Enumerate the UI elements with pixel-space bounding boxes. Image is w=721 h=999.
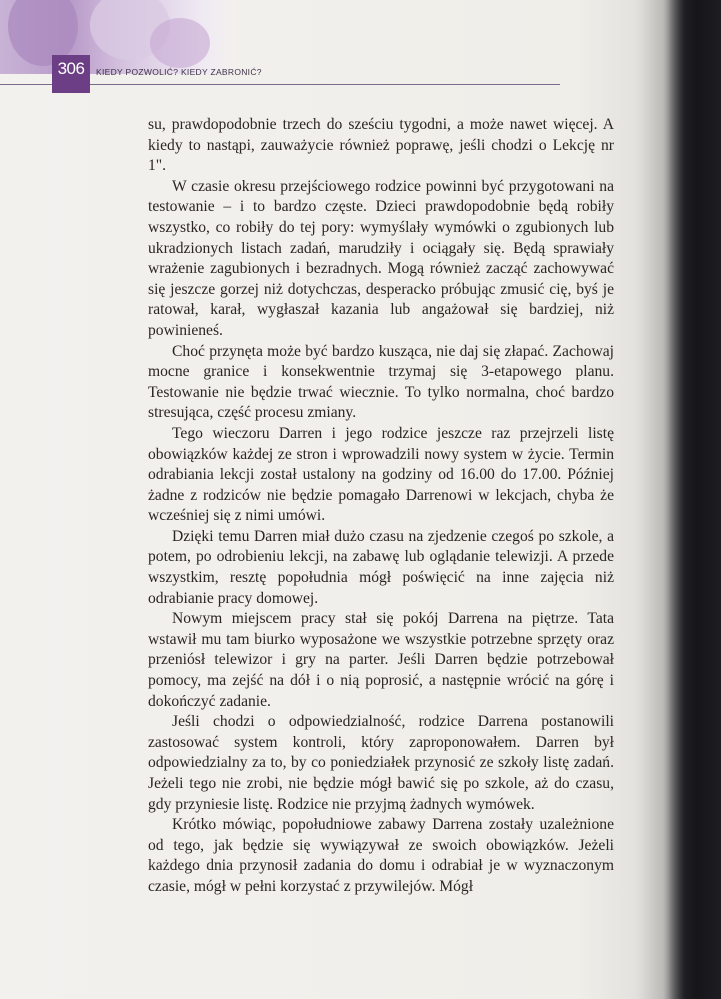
body-text: [148, 115, 614, 898]
page-edge-shadow: [640, 0, 721, 999]
paragraph: Tego wieczoru Darren i jego rodzice jeszcze raz przejrzeli listę obowiązków każdej ze stron i wprowadzili nowy system w życie. Termin odrabiania lekcji został ustalony na godziny od 16.00 do 17.00. Później żadne z rodziców nie będzie pomagało Darrenowi w lekcjach, chyba że wcześniej się z nimi umówi.: [148, 424, 614, 525]
paragraph: Dzięki temu Darren miał dużo czasu na zjedzenie czegoś po szkole, a potem, po odrobieniu lekcji, na zabawę lub oglądanie telewizji. A przede wszystkim, resztę popołudnia mógł poświęcić na inne zajęcia niż odrabianie pracy domowej.: [148, 527, 614, 607]
paragraph: Jeśli chodzi o odpowiedzialność, rodzice Darrena postanowili zastosować system kontroli, który zaproponowałem. Darren był odpowiedzialny za to, by co poniedziałek przynosić ze szkoły listę zadań. Jeżeli tego nie zrobi, nie będzie mógł bawić się po szkole, aż do czasu, gdy przyniesie listę. Rodzice nie przyjmą żadnych wymówek.: [148, 713, 614, 813]
paragraph: Choć przynęta może być bardzo kusząca, nie daj się złapać. Zachowaj mocne granice i konsekwentnie trzymaj się 3-etapowego planu. Testowanie nie będzie trwać wiecznie. To tylko normalna, choć bardzo stresująca, część procesu zmiany.: [148, 342, 614, 422]
header-photo: [0, 0, 235, 74]
page-number: 306: [52, 55, 90, 93]
paragraph: su, prawdopodobnie trzech do sześciu tygodni, a może nawet więcej. A kiedy to nastąpi, zauważycie również poprawę, jeśli chodzi o Lekcję nr 1".: [148, 116, 614, 175]
paragraph: Nowym miejscem pracy stał się pokój Darrena na piętrze. Tata wstawił mu tam biurko wyposażone we wszystkie potrzebne sprzęty oraz przeniósł telewizor i gry na parter. Jeśli Darren będzie potrzebował pomocy, ma zejść na dół i o nią poprosić, a następnie wrócić na górę i dokończyć zadanie.: [148, 610, 614, 710]
photo-figure: [150, 18, 210, 68]
paragraph: Krótko mówiąc, popołudniowe zabawy Darrena zostały uzależnione od tego, jak będzie się wywiązywał ze swoich obowiązków. Jeżeli każdego dnia przynosił zadania do domu i odrabiał je w wyznaczonym czasie, mógł w pełni korzystać z przywilejów. Mógł: [148, 816, 614, 895]
running-head: KIEDY POZWOLIĆ? KIEDY ZABRONIĆ?: [96, 67, 262, 77]
paragraph: W czasie okresu przejściowego rodzice powinni być przygotowani na testowanie – i to bardzo częste. Dzieci prawdopodobnie będą robiły wszystko, co robiły do tej pory: wymyślały wymówki o zgubionych lub ukradzionych listach zadań, marudziły i ociągały się. Będą sprawiały wrażenie zagubionych i bezradnych. Mogą również zacząć zachowywać się jeszcze gorzej niż dotychczas, desperacko próbując zmusić cię, byś je ratował, karał, wygłaszał kazania lub angażował się bardziej, niż powinieneś.: [148, 177, 614, 339]
